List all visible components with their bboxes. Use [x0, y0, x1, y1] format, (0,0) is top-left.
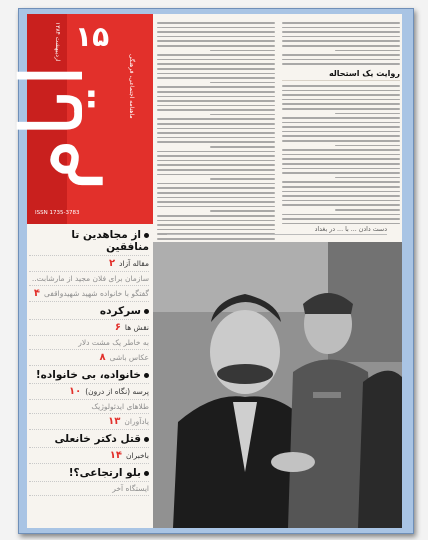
toc-page-number: ۱۴	[109, 450, 122, 461]
toc-entry	[29, 320, 149, 336]
text-line	[282, 90, 400, 92]
toc-entry-label	[29, 350, 149, 365]
toc-title: پرسه (نگاه از درون)	[85, 387, 149, 396]
table-of-contents	[27, 226, 153, 526]
toc-entry	[29, 384, 149, 400]
text-line	[157, 123, 275, 125]
toc-entry-label	[29, 366, 149, 383]
text-line	[157, 31, 275, 33]
text-line	[157, 77, 275, 79]
toc-entry-label	[29, 448, 149, 463]
cover-photo	[153, 242, 402, 528]
text-line	[157, 36, 275, 38]
text-line	[157, 91, 275, 93]
toc-entry	[29, 350, 149, 366]
toc-entry	[29, 414, 149, 430]
text-line	[157, 63, 275, 65]
text-line	[335, 113, 400, 115]
text-line	[282, 195, 400, 197]
text-line	[335, 145, 400, 147]
text-line	[282, 158, 400, 160]
text-line	[282, 99, 400, 101]
text-line	[210, 178, 275, 180]
text-line	[210, 50, 275, 52]
issn: ISSN 1735-3783	[35, 210, 80, 216]
text-line	[282, 214, 400, 216]
toc-entry-label	[29, 302, 149, 319]
text-line	[282, 27, 400, 29]
toc-headline	[29, 366, 149, 384]
text-line	[157, 100, 275, 102]
toc-entry-label	[29, 272, 149, 285]
text-line	[282, 117, 400, 119]
text-line	[157, 59, 275, 61]
text-line	[157, 73, 275, 75]
text-line	[210, 210, 275, 212]
text-line	[282, 31, 400, 33]
text-line	[157, 155, 275, 157]
text-line	[282, 168, 400, 170]
text-line	[157, 27, 275, 29]
text-line	[282, 172, 400, 174]
toc-entry	[29, 482, 149, 496]
toc-page-number: ۸	[99, 352, 106, 363]
bullet-icon	[144, 309, 149, 314]
text-line	[335, 50, 400, 52]
text-line	[282, 218, 400, 220]
toc-entry-label	[29, 482, 149, 495]
bullet-icon	[144, 471, 149, 476]
toc-page-number: ۴	[33, 288, 40, 299]
toc-entry-label	[29, 256, 149, 271]
text-line	[282, 200, 400, 202]
article-columns	[157, 14, 400, 242]
toc-title: گفتگو با خانواده شهید شهیدواقفی	[43, 289, 149, 298]
text-line	[282, 163, 400, 165]
text-line	[282, 204, 400, 206]
toc-title: نقش ها	[124, 323, 149, 332]
toc-headline	[29, 464, 149, 482]
text-line	[157, 160, 275, 162]
text-line	[157, 137, 275, 139]
text-line	[282, 94, 400, 96]
bullet-icon	[144, 437, 149, 442]
toc-entry-label	[29, 464, 149, 481]
toc-page-number: ۱۳	[108, 416, 121, 427]
text-line	[157, 86, 275, 88]
article-column-left	[157, 22, 275, 242]
text-line	[157, 54, 275, 56]
toc-headline	[29, 430, 149, 448]
text-line	[282, 36, 400, 38]
toc-page-number: ۱۰	[69, 386, 82, 397]
toc-entry	[29, 448, 149, 464]
date-line: اردیبهشت ۱۳۸۴	[54, 22, 61, 62]
toc-title: سازمان برای فلان مجید از مارشابت..	[31, 274, 149, 283]
toc-headline	[29, 302, 149, 320]
text-line	[335, 209, 400, 211]
text-line	[157, 201, 275, 203]
photo-caption	[167, 226, 387, 235]
toc-entry-label	[29, 400, 149, 413]
text-line	[157, 164, 275, 166]
toc-title: خانواده، بی خانواده!	[35, 369, 141, 381]
toc-entry	[29, 256, 149, 272]
text-line	[282, 103, 400, 105]
text-line	[157, 45, 275, 47]
article-heading: روایت یک استحاله	[282, 69, 400, 81]
text-line	[282, 126, 400, 128]
text-line	[282, 186, 400, 188]
toc-title: از مجاهدین تا منافقین	[71, 229, 149, 253]
toc-title: مقاله آزاد	[119, 259, 149, 268]
text-line	[157, 215, 275, 217]
bullet-icon	[144, 373, 149, 378]
text-line	[157, 238, 275, 240]
text-line	[157, 128, 275, 130]
toc-entry-label	[29, 430, 149, 447]
text-line	[157, 105, 275, 107]
photo-image	[153, 242, 402, 528]
text-line	[282, 22, 400, 24]
issue-number: ۱۵	[75, 20, 110, 53]
toc-page-number: ۲	[108, 258, 116, 269]
text-line	[157, 22, 275, 24]
toc-entry-label	[29, 414, 149, 429]
caption-rule	[167, 234, 387, 235]
text-line	[157, 169, 275, 171]
text-line	[210, 82, 275, 84]
toc-entry-label	[29, 286, 149, 301]
text-line	[282, 108, 400, 110]
toc-entry-label	[29, 336, 149, 349]
magazine-logo: ایام	[3, 63, 103, 191]
text-line	[157, 109, 275, 111]
bullet-icon	[144, 233, 149, 238]
text-line	[157, 192, 275, 194]
text-line	[282, 59, 400, 61]
text-line	[157, 197, 275, 199]
text-line	[282, 63, 400, 65]
text-line	[282, 223, 400, 225]
text-line	[282, 191, 400, 193]
toc-entry	[29, 286, 149, 302]
toc-page-number: ۶	[114, 322, 121, 333]
toc-entry-label	[29, 320, 149, 335]
toc-entry	[29, 400, 149, 414]
toc-entry	[29, 336, 149, 350]
toc-headline	[29, 226, 149, 256]
toc-entry	[29, 272, 149, 286]
toc-title: عکاس باشی	[109, 353, 149, 362]
text-line	[157, 96, 275, 98]
text-line	[157, 132, 275, 134]
toc-entry-label	[29, 226, 149, 255]
text-line	[157, 187, 275, 189]
text-line	[282, 45, 400, 47]
toc-title: یادآوران	[124, 417, 149, 426]
text-line	[157, 68, 275, 70]
text-line	[157, 151, 275, 153]
toc-title: بلو ارتجاعی؟!	[68, 467, 141, 479]
text-line	[157, 174, 275, 176]
tagline: ماهنامه اجتماعی، فرهنگی	[128, 54, 135, 119]
text-line	[210, 114, 275, 116]
text-line	[282, 149, 400, 151]
toc-title: قتل دکتر خانعلی	[54, 433, 141, 445]
caption-text: دست دادن ... با ... در بغداد	[314, 226, 387, 233]
toc-entry-label	[29, 384, 149, 399]
text-line	[282, 154, 400, 156]
text-line	[157, 40, 275, 42]
text-line	[157, 206, 275, 208]
text-line	[282, 54, 400, 56]
text-line	[282, 40, 400, 42]
text-line	[157, 141, 275, 143]
text-line	[335, 177, 400, 179]
toc-title: باخبران	[125, 451, 149, 460]
text-line	[282, 85, 400, 87]
text-line	[157, 118, 275, 120]
masthead	[3, 14, 153, 224]
text-line	[210, 146, 275, 148]
toc-title: ایستگاه آخر	[112, 484, 149, 493]
text-line	[282, 135, 400, 137]
text-line	[157, 220, 275, 222]
toc-title: سرکرده	[99, 305, 141, 317]
text-line	[282, 131, 400, 133]
text-line	[157, 183, 275, 185]
text-line	[282, 181, 400, 183]
toc-title: طلاهای ایدئولوژیک	[91, 402, 149, 411]
text-line	[282, 140, 400, 142]
text-line	[282, 122, 400, 124]
article-column-right	[282, 22, 400, 242]
magazine-cover	[3, 14, 402, 528]
toc-title: به خاطر یک مشت دلار	[78, 338, 149, 347]
